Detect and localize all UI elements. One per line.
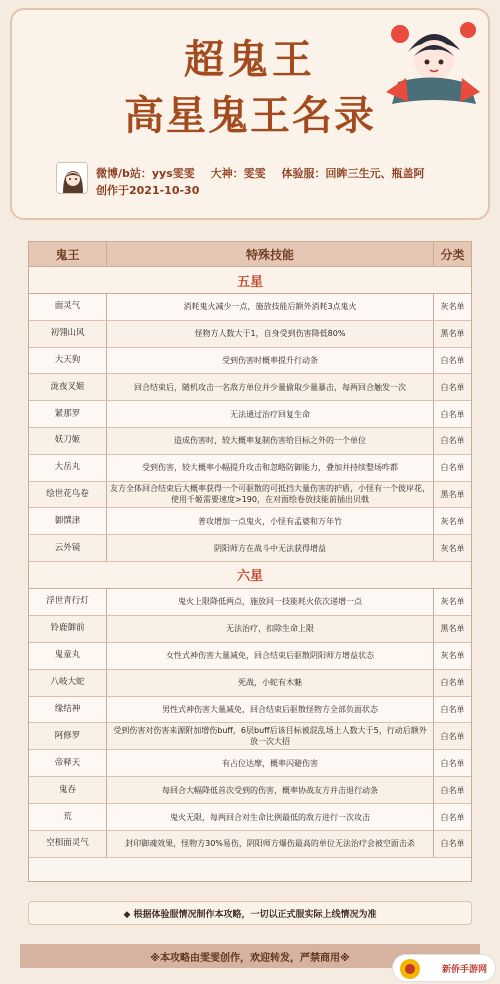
boss-class: 白名单 <box>440 839 465 849</box>
boss-skill: 造成伤害时，较大概率复制伤害给目标之外的一个单位 <box>107 428 434 454</box>
author-avatar <box>56 162 88 194</box>
server-text: 体验服：回眸三生元、瓶盖阿 <box>281 167 425 180</box>
boss-skill: 男性式神伤害大量减免，回合结束后驱散怪物方全部负面状态 <box>107 697 434 723</box>
boss-name: 云外镜 <box>29 535 107 561</box>
table-row <box>29 777 471 804</box>
table-row <box>29 401 471 428</box>
disclaimer-note: ◆ 根据体验服情况制作本攻略，一切以正式服实际上线情况为准 <box>28 901 472 925</box>
boss-class: 灰名单 <box>440 651 465 661</box>
created-date: 创作于2021-10-30 <box>96 184 200 197</box>
table-row <box>29 831 471 858</box>
site-badge[interactable] <box>392 954 496 982</box>
boss-class: 白名单 <box>440 785 465 795</box>
table-row <box>29 750 471 777</box>
boss-skill: 友方全体回合结束后大概率获得一个可驱散的可抵挡大量伤害的护盾，小怪有一个彼岸花，使用千姬需要速度>190，在对面绘卷放技能前插出贝戟 <box>107 482 434 508</box>
table-row <box>29 643 471 670</box>
table-row <box>29 670 471 697</box>
boss-skill: 受到伤害时概率提升行动条 <box>107 348 434 374</box>
boss-class: 白名单 <box>440 355 465 365</box>
boss-class: 白名单 <box>440 812 465 822</box>
table-row <box>29 616 471 643</box>
boss-skill: 封印御魂效果，怪物方30%易伤，阴阳师方爆伤最高的单位无法治疗会被空面击杀 <box>107 831 434 857</box>
boss-skill: 怪物方人数大于1，自身受到伤害降低80% <box>107 321 434 347</box>
table-row <box>29 697 471 724</box>
author-info <box>96 165 476 181</box>
weibo-text: 微博/b站：yys雯雯 <box>96 167 195 180</box>
boss-skill: 普攻增加一点鬼火，小怪有孟婆和万年竹 <box>107 508 434 534</box>
section-title: 五星 <box>29 267 471 294</box>
boss-name: 大天狗 <box>29 348 107 374</box>
table-row <box>29 482 471 509</box>
boss-name: 鬼吞 <box>29 777 107 803</box>
table-row <box>29 508 471 535</box>
col-skill-header: 特殊技能 <box>107 242 434 266</box>
boss-name: 御馔津 <box>29 508 107 534</box>
page-subtitle: 高星鬼王名录 <box>124 93 376 139</box>
boss-class: 灰名单 <box>440 302 465 312</box>
table-row <box>29 374 471 401</box>
boss-name: 空相面灵气 <box>29 831 107 857</box>
table-row <box>29 535 471 562</box>
master-text: 大神：雯雯 <box>210 167 266 180</box>
table-row <box>29 428 471 455</box>
boss-skill: 阴阳师方在战斗中无法获得增益 <box>107 535 434 561</box>
boss-class: 白名单 <box>440 436 465 446</box>
boss-class: 白名单 <box>440 678 465 688</box>
boss-name: 荒 <box>29 804 107 830</box>
boss-name: 八岐大蛇 <box>29 670 107 696</box>
table-row <box>29 348 471 375</box>
boss-skill: 鬼火无限，每两回合对生命比例最低的敌方进行一次攻击 <box>107 804 434 830</box>
boss-skill: 受到伤害对伤害来源附加增伤buff，6层buff后该目标被混乱场上人数大于5，行动后额外放一次大招 <box>107 723 434 749</box>
table-header <box>29 242 471 267</box>
table-row <box>29 804 471 831</box>
boss-name: 鬼童丸 <box>29 643 107 669</box>
boss-skill: 受到伤害，较大概率小幅提升攻击和忽略防御能力，叠加并持续整场咋都 <box>107 455 434 481</box>
col-name-header: 鬼王 <box>29 242 107 266</box>
page-title: 超鬼王 <box>184 37 316 83</box>
section-title: 六星 <box>29 562 471 589</box>
mascot-illustration <box>378 12 488 110</box>
boss-table <box>28 241 472 882</box>
footer-bar: ※本攻略由雯雯创作，欢迎转发，严禁商用※ <box>20 944 480 968</box>
boss-name: 帝释天 <box>29 750 107 776</box>
boss-skill: 有占位达摩，概率闪避伤害 <box>107 750 434 776</box>
boss-name: 面灵气 <box>29 294 107 320</box>
boss-name: 妖刀姬 <box>29 428 107 454</box>
table-row <box>29 723 471 750</box>
boss-class: 白名单 <box>440 758 465 768</box>
boss-skill: 每回合大幅降低首次受到的伤害，概率协战友方并击退行动条 <box>107 777 434 803</box>
site-logo-icon <box>399 958 421 980</box>
boss-class: 灰名单 <box>440 516 465 526</box>
table-row <box>29 321 471 348</box>
boss-name: 绘世花鸟卷 <box>29 482 107 508</box>
boss-skill: 鬼火上限降低两点，施放同一技能耗火依次递增一点 <box>107 589 434 615</box>
boss-name: 阿修罗 <box>29 723 107 749</box>
boss-name: 初翎山风 <box>29 321 107 347</box>
boss-skill: 回合结束后，随机攻击一名敌方单位并少量偷取少量暴击，每两回合触发一次 <box>107 374 434 400</box>
boss-name: 紧那罗 <box>29 401 107 427</box>
table-row <box>29 589 471 616</box>
boss-name: 铃鹿御前 <box>29 616 107 642</box>
table-row <box>29 455 471 482</box>
boss-name: 浮世青行灯 <box>29 589 107 615</box>
boss-name: 泷夜叉姬 <box>29 374 107 400</box>
table-row <box>29 294 471 321</box>
boss-skill: 无法通过治疗回复生命 <box>107 401 434 427</box>
boss-skill: 死战，小蛇有木魅 <box>107 670 434 696</box>
boss-class: 白名单 <box>440 731 465 741</box>
boss-class: 灰名单 <box>440 543 465 553</box>
boss-skill: 消耗鬼火减少一点，施放技能后额外消耗3点鬼火 <box>107 294 434 320</box>
boss-name: 缘结神 <box>29 697 107 723</box>
boss-class: 黑名单 <box>440 329 465 339</box>
boss-class: 黑名单 <box>440 489 465 499</box>
boss-skill: 无法治疗，扣除生命上限 <box>107 616 434 642</box>
boss-skill: 女性式神伤害大量减免，回合结束后驱散阴阳师方增益状态 <box>107 643 434 669</box>
col-class-header: 分类 <box>440 247 465 262</box>
boss-class: 白名单 <box>440 704 465 714</box>
boss-class: 白名单 <box>440 382 465 392</box>
boss-class: 白名单 <box>440 463 465 473</box>
site-badge-text: 新侨手游网 <box>441 964 487 975</box>
boss-class: 白名单 <box>440 409 465 419</box>
boss-name: 大岳丸 <box>29 455 107 481</box>
boss-class: 灰名单 <box>440 597 465 607</box>
boss-class: 黑名单 <box>440 624 465 634</box>
